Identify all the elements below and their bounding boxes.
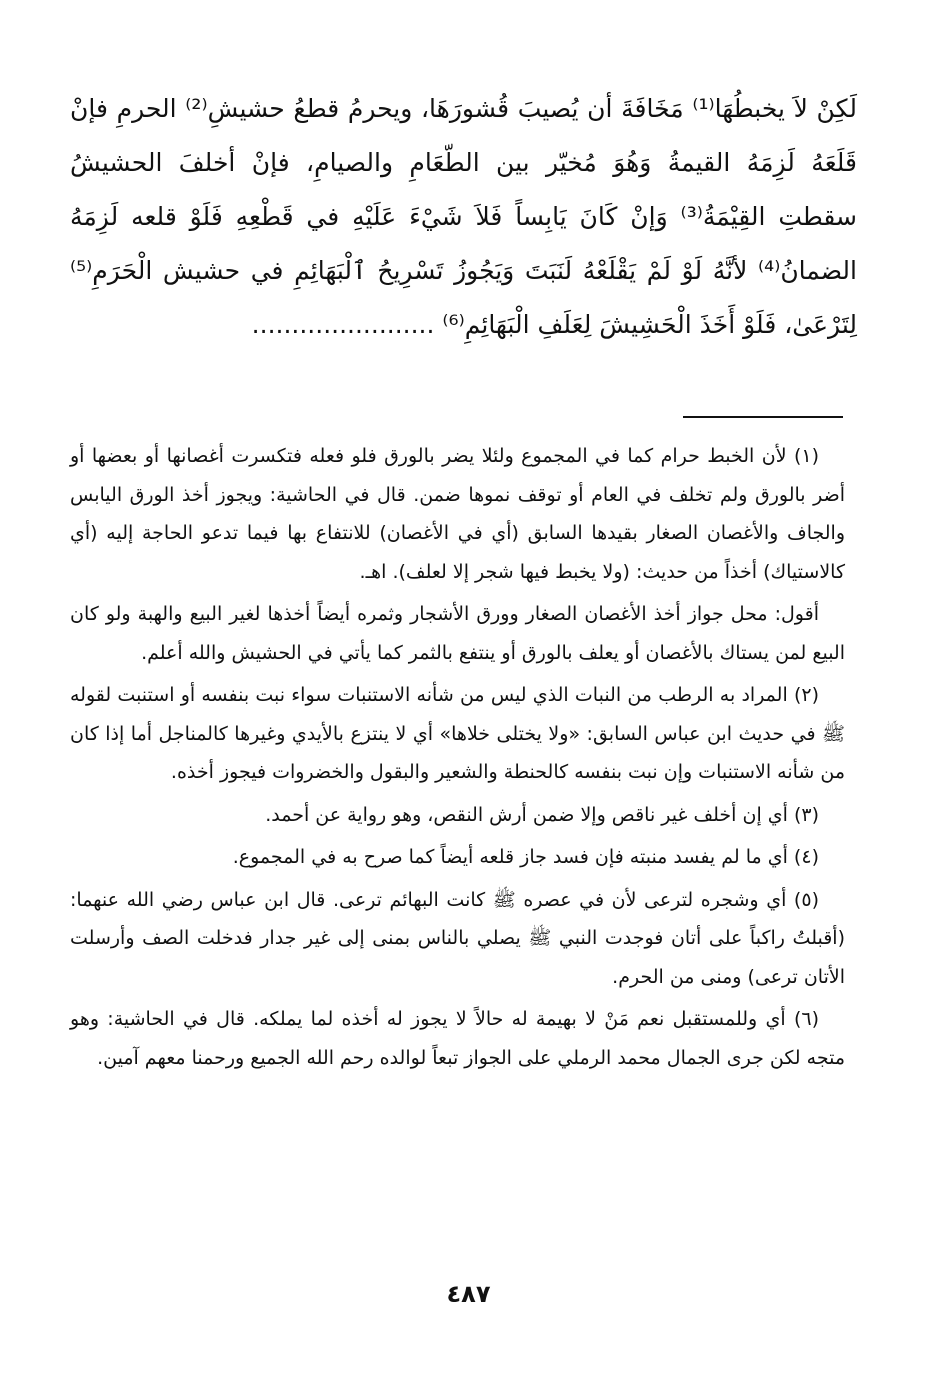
footnote-3: (٣) أي إن أخلف غير ناقص وإلا ضمن أرش النقص، وهو رواية عن أحمد. [265, 803, 819, 826]
footnotes-block [70, 437, 845, 1081]
footnote-separator [683, 416, 843, 418]
main-text-block [70, 82, 857, 352]
footnote-1: (١) لأن الخبط حرام كما في المجموع ولئلا يضر بالورق فلو فعله فتكسرت أغصانها أو بعضها أو أضر بالورق ولم تخلف في العام أو توقف نموها ضمن. قال في الحاشية: ويجوز أخذ الورق اليابس والجاف والأغصان الصغار بقيدها السابق (أي في الأغصان) للانتفاع بها فيما تدعو الحاجة إليه (أي كالاستياك) أخذاً من حديث: (ولا يخبط فيها شجر إلا لعلف). اهـ. [70, 445, 845, 583]
main-paragraph: لَكِنْ لاَ يخبطُهَا⁽¹⁾ مَخَافَةَ أن يُصيبَ قُشورَهَا، ويحرمُ قطعُ حشيشِ⁽²⁾ الحرمِ فإنْ قَلَعَهُ لَزِمَهُ القيمةُ وَهُوَ مُخيّر بين الطّعَامِ والصيامِ، فإنْ أخلفَ الحشيشُ سقطتِ القِيْمَةُ⁽³⁾ وَإنْ كَانَ يَابِساً فَلاَ شَيْءَ عَلَيْهِ في قَطْعِهِ فَلَوْ قلعه لَزِمَهُ الضمانُ⁽⁴⁾ لأنَّهُ لَوْ لَمْ يَقْلَعْهُ لَنَبَتَ وَيَجُوزُ تَسْرِيحُ ٱلْبَهَائِمِ في حشيش الْحَرَمِ⁽⁵⁾ لِتَرْعَىٰ، فَلَوْ أَخَذَ الْحَشِيشَ لِعَلَفِ الْبَهَائِمِ⁽⁶⁾ ....................... [70, 94, 858, 339]
footnote-5: (٥) أي وشجره لترعى لأن في عصره ﷺ كانت البهائم ترعى. قال ابن عباس رضي الله عنهما: (أقبلتُ راكباً على أتان فوجدت النبي ﷺ يصلي بالناس بمنى إلى غير جدار فدخلت الصف وأرسلت الأتان ترعى) ومنى من الحرم. [70, 888, 845, 988]
footnote-2: (٢) المراد به الرطب من النبات الذي ليس من شأنه الاستنبات سواء نبت بنفسه أو استنبت لقوله ﷺ في حديث ابن عباس السابق: «ولا يختلى خلاها» أي لا ينتزع بالأيدي وغيرها كالمناجل أما إذا كان من شأنه الاستنبات وإن نبت بنفسه كالحنطة والشعير والبقول والخضروات فيجوز أخذه. [70, 684, 845, 783]
page-number: ٤٨٧ [446, 1280, 491, 1308]
footnote-6: (٦) أي وللمستقبل نعم مَنْ لا بهيمة له حالاً لا يجوز له أخذه لما يملكه. قال في الحاشية: وهو متجه لكن جرى الجمال محمد الرملي على الجواز تبعاً لوالده رحم الله الجميع ورحمنا معهم آمين. [70, 1008, 845, 1069]
footnote-4: (٤) أي ما لم يفسد منبته فإن فسد جاز قلعه أيضاً كما صرح به في المجموع. [232, 846, 819, 868]
footnote-1-continuation: أقول: محل جواز أخذ الأغصان الصغار وورق الأشجار وثمره أيضاً أخذها لغير البيع والهبة ولو كان البيع لمن يستاك بالأغصان أو يعلف بالورق أو ينتفع بالثمر كما يأتي في الحشيش والله أعلم. [70, 603, 845, 664]
